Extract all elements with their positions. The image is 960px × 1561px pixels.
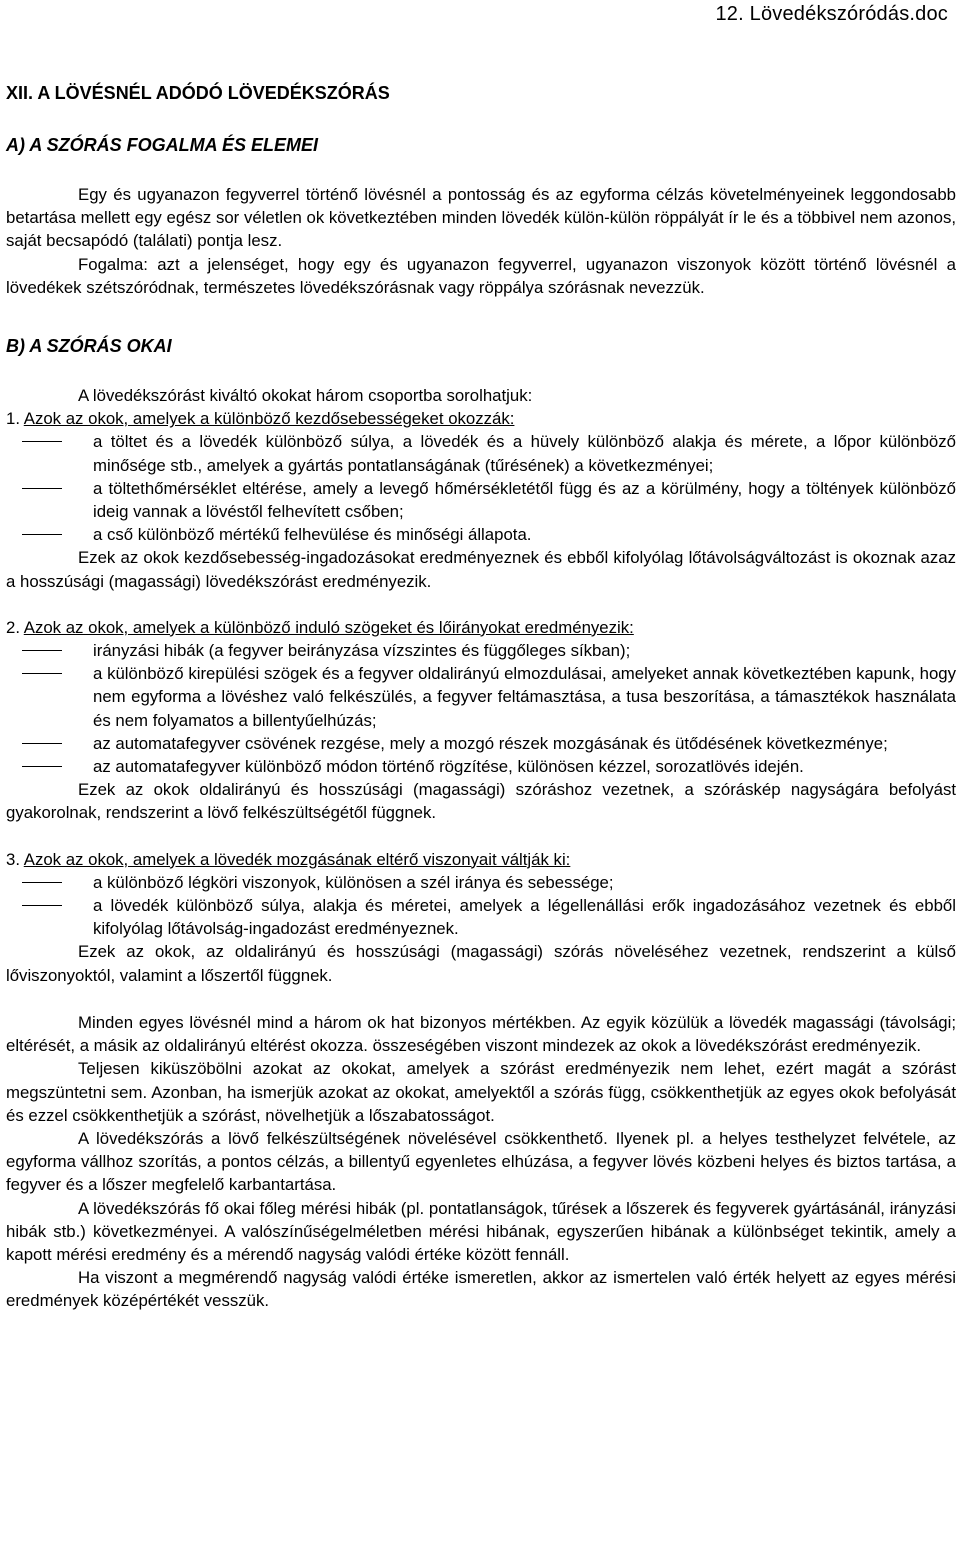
- list-item-text: az automatafegyver különböző módon történő rögzítése, különösen kézzel, sorozatlövés idején.: [93, 757, 804, 777]
- list-item: [6, 871, 956, 894]
- list-item: [6, 639, 956, 662]
- group-3-title: [6, 848, 956, 871]
- group-1-list: [6, 430, 956, 546]
- group-3-list: [6, 871, 956, 941]
- document-filename: 12. Lövedékszóródás.doc: [715, 3, 948, 25]
- paragraph: Teljesen kiküszöbölni azokat az okokat, amelyek a szórást eredményezik nem lehet, ezért magát a szórást megszüntetni sem. Azonban, ha ismerjük azokat az okokat, amelyektől a szórás függ, csökkenthetjük az egyes okok befolyását és ezzel csökkenthetjük a szórást, növelhetjük a lőszabatosságot.: [6, 1059, 956, 1125]
- section-b-intro: A lövedékszórást kiváltó okokat három csoportba sorolhatjuk:: [78, 386, 533, 406]
- paragraph: A lövedékszórás fő okai főleg mérési hibák (pl. pontatlanságok, tűrések a lőszerek és fegyverek gyártásánál, irányzási hibák stb.) következményei. A valószínűségelméletben mérési hibának, egyszerűen hibának a különbséget tekintik, amely a kapott mérési eredmény és a mérendő nagyság valódi értéke között fennáll.: [6, 1198, 956, 1264]
- paragraph: A lövedékszórás a lövő felkészültségének növelésével csökkenthető. Ilyenek pl. a helyes testhelyzet felvétele, az egyforma vállhoz szorítás, a pontos célzás, a billentyű egyenletes elhúzása, a fegyver lövés közbeni helyes és biztos tartása, a fegyver és a lőszer megfelelő karbantartása.: [6, 1128, 956, 1195]
- list-item: [6, 755, 956, 778]
- list-item: [6, 523, 956, 546]
- list-item-text: az automatafegyver csövének rezgése, mely a mozgó részek mozgásának és ütődésének következménye;: [93, 733, 888, 753]
- group-heading: Azok az okok, amelyek a lövedék mozgásának eltérő viszonyait váltják ki:: [23, 849, 571, 869]
- group-number: 3.: [6, 849, 20, 869]
- group-1-conclusion: Ezek az okok kezdősebesség-ingadozásokat eredményeznek és ebből kifolyólag lőtávolságváltozást is okoznak azaz a hosszúsági (magassági) lövedékszórást eredményezik.: [6, 548, 956, 591]
- paragraph: Egy és ugyanazon fegyverrel történő lövésnél a pontosság és az egyforma célzás követelményeinek leggondosabb betartása mellett egy egész sor véletlen ok következtében minden lövedék külön-külön röppályát ír le és a többivel nem azonos, saját becsapódó (találati) pontja lesz.: [6, 185, 956, 251]
- group-1-title: [6, 407, 956, 430]
- list-item-text: a töltethőmérséklet eltérése, amely a levegő hőmérsékletétől függ és az a körülmény, hogy a töltények különböző ideig vannak a lövéstől felhevített csőben;: [93, 478, 956, 522]
- group-2-conclusion: Ezek az okok oldalirányú és hosszúsági (magassági) szóráshoz vezetnek, a szóráskép nagyságára befolyást gyakorolnak, rendszerint a lövő felkészültségétől függnek.: [6, 780, 956, 823]
- document-page: [6, 82, 956, 1313]
- list-item: [6, 894, 956, 940]
- list-item: [6, 732, 956, 755]
- group-number: 1.: [6, 409, 20, 429]
- group-2-title: [6, 616, 956, 639]
- list-item-text: irányzási hibák (a fegyver beirányzása vízszintes és függőleges síkban);: [93, 641, 631, 661]
- list-item-text: a különböző kirepülési szögek és a fegyver oldalirányú elmozdulásai, amelyeket annak következtében kapunk, hogy nem egyforma a lövéshez való felkészülés, a fegyver feltámasztása, a tusa beszorítása, a támasztékok használata és nem folyamatos a billentyűelhúzás;: [93, 664, 956, 730]
- section-a-title: A) A SZÓRÁS FOGALMA ÉS ELEMEI: [6, 135, 319, 155]
- chapter-title: XII. A LÖVÉSNÉL ADÓDÓ LÖVEDÉKSZÓRÁS: [6, 83, 390, 103]
- group-2-list: [6, 639, 956, 778]
- group-heading: Azok az okok, amelyek a különböző kezdősebességeket okozzák:: [23, 409, 515, 429]
- list-item-text: a különböző légköri viszonyok, különösen a szél iránya és sebessége;: [93, 872, 614, 892]
- group-3-conclusion: Ezek az okok, az oldalirányú és hosszúsági (magassági) szórás növeléséhez vezetnek, rendszerint a külső lőviszonyoktól, valamint a lőszertől függnek.: [6, 942, 956, 985]
- paragraph: Ha viszont a megmérendő nagyság valódi értéke ismeretlen, akkor az ismertelen való érték helyett az egyes mérési eredmények középértékét vesszük.: [6, 1268, 956, 1311]
- list-item: [6, 662, 956, 732]
- group-heading: Azok az okok, amelyek a különböző induló szögeket és lőirányokat eredményezik:: [23, 617, 634, 637]
- list-item-text: a cső különböző mértékű felhevülése és minőségi állapota.: [93, 525, 532, 545]
- paragraph: Fogalma: azt a jelenséget, hogy egy és ugyanazon fegyverrel, ugyanazon viszonyok között történő lövésnél a lövedékek szétszóródnak, természetes lövedékszórásnak vagy röppálya szórásnak nevezzük.: [6, 254, 956, 297]
- section-b-title: B) A SZÓRÁS OKAI: [6, 336, 172, 357]
- list-item-text: a lövedék különböző súlya, alakja és méretei, amelyek a légellenállási erők ingadozásához vezetnek és ebből kifolyólag lőtávolság-ingadozást eredményeznek.: [93, 896, 956, 939]
- list-item: [6, 477, 956, 523]
- list-item-text: a töltet és a lövedék különböző súlya, a lövedék és a hüvely különböző alakja és mérete, a lőpor különböző minősége stb., amelyek a gyártás pontatlanságának (tűrésének) a következményei;: [93, 432, 956, 475]
- list-item: [6, 430, 956, 476]
- paragraph: Minden egyes lövésnél mind a három ok hat bizonyos mértékben. Az egyik közülük a lövedék magassági (távolsági; eltérését, a másik az oldalirányú eltérést okozza. összeségében viszont mindezek az okok a lövedékszórást eredményezik.: [6, 1012, 956, 1056]
- group-number: 2.: [6, 617, 20, 637]
